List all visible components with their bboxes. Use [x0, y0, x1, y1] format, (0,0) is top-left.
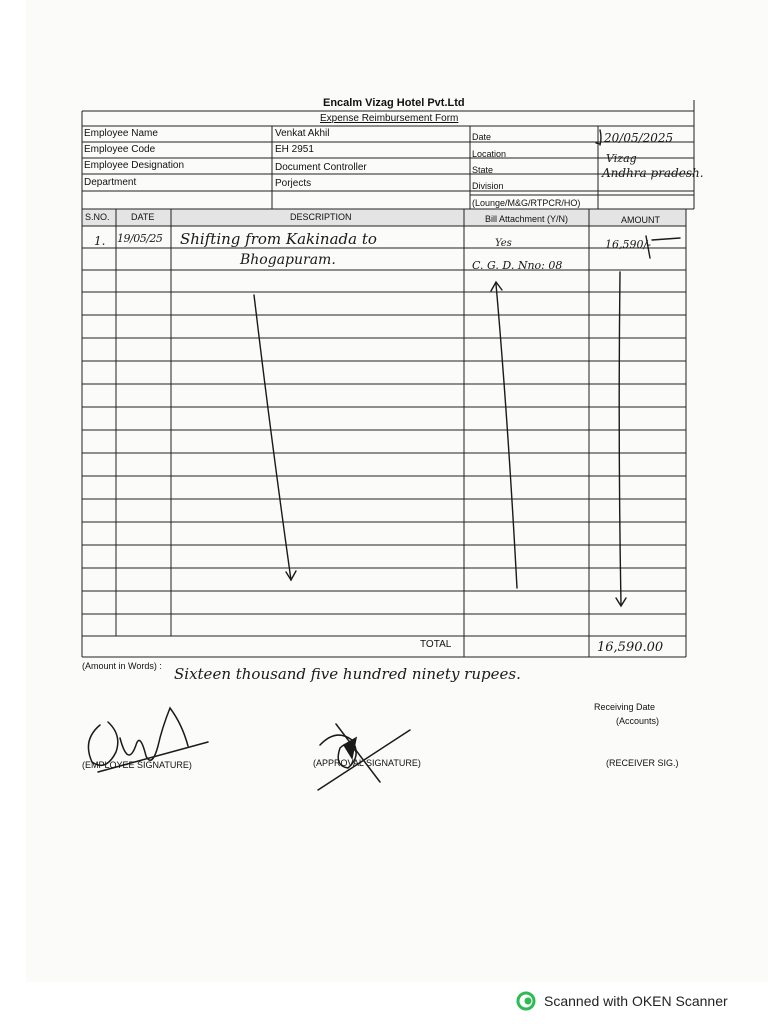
total-amount: 16,590.00 — [597, 640, 664, 655]
column-amount: AMOUNT — [621, 215, 660, 225]
ditto-strokes — [254, 130, 680, 606]
approval-signature-label: (APPROVAL SIGNATURE) — [313, 758, 421, 768]
employee-code-value: EH 2951 — [275, 144, 314, 155]
scanner-text: Scanned with OKEN Scanner — [544, 993, 728, 1009]
division-label: Division — [472, 181, 504, 191]
row-date: 19/05/25 — [117, 232, 163, 245]
row-description-line2: Bhogapuram. — [240, 252, 336, 268]
location-value: Vizag — [606, 152, 637, 165]
employee-designation-label: Employee Designation — [84, 160, 185, 171]
row-amount: 16,590/- — [605, 238, 651, 251]
column-date: DATE — [131, 212, 155, 222]
employee-name-value: Venkat Akhil — [275, 128, 330, 139]
receiving-date-label: Receiving Date — [594, 702, 656, 712]
row-description-line1: Shifting from Kakinada to — [180, 230, 377, 248]
date-label: Date — [472, 132, 492, 142]
form-title: Expense Reimbursement Form — [320, 113, 459, 124]
form-lines — [82, 100, 694, 657]
receiver-signature-label: (RECEIVER SIG.) — [606, 758, 679, 768]
company-name: Encalm Vizag Hotel Pvt.Ltd — [323, 97, 465, 109]
amount-in-words-value: Sixteen thousand five hundred ninety rupees. — [174, 665, 521, 683]
employee-signature-label: (EMPLOYEE SIGNATURE) — [82, 760, 192, 770]
scanner-watermark — [516, 990, 728, 1012]
date-value: 20/05/2025 — [604, 131, 674, 145]
employee-name-label: Employee Name — [84, 128, 158, 139]
amount-in-words-label: (Amount in Words) : — [82, 661, 162, 671]
state-label: State — [472, 165, 494, 175]
division-options: (Lounge/M&G/RTPCR/HO) — [472, 198, 581, 208]
row-bill-line1: Yes — [495, 238, 512, 249]
row-bill-line2: C. G. D. Nno: 08 — [472, 259, 563, 272]
column-bill-attachment: Bill Attachment (Y/N) — [485, 214, 569, 224]
column-description: DESCRIPTION — [290, 212, 352, 222]
employee-designation-value: Document Controller — [275, 162, 367, 173]
column-sno: S.NO. — [85, 212, 110, 222]
department-value: Porjects — [275, 178, 312, 189]
row-sno: 1. — [94, 234, 106, 248]
receiving-accounts-label: (Accounts) — [616, 716, 660, 726]
total-label: TOTAL — [420, 639, 452, 650]
oken-logo-icon — [516, 991, 536, 1011]
state-value: Andhra pradesh. — [602, 166, 704, 180]
department-label: Department — [84, 177, 137, 188]
location-label: Location — [472, 149, 507, 159]
column-header-fill — [82, 209, 686, 226]
employee-code-label: Employee Code — [84, 144, 156, 155]
